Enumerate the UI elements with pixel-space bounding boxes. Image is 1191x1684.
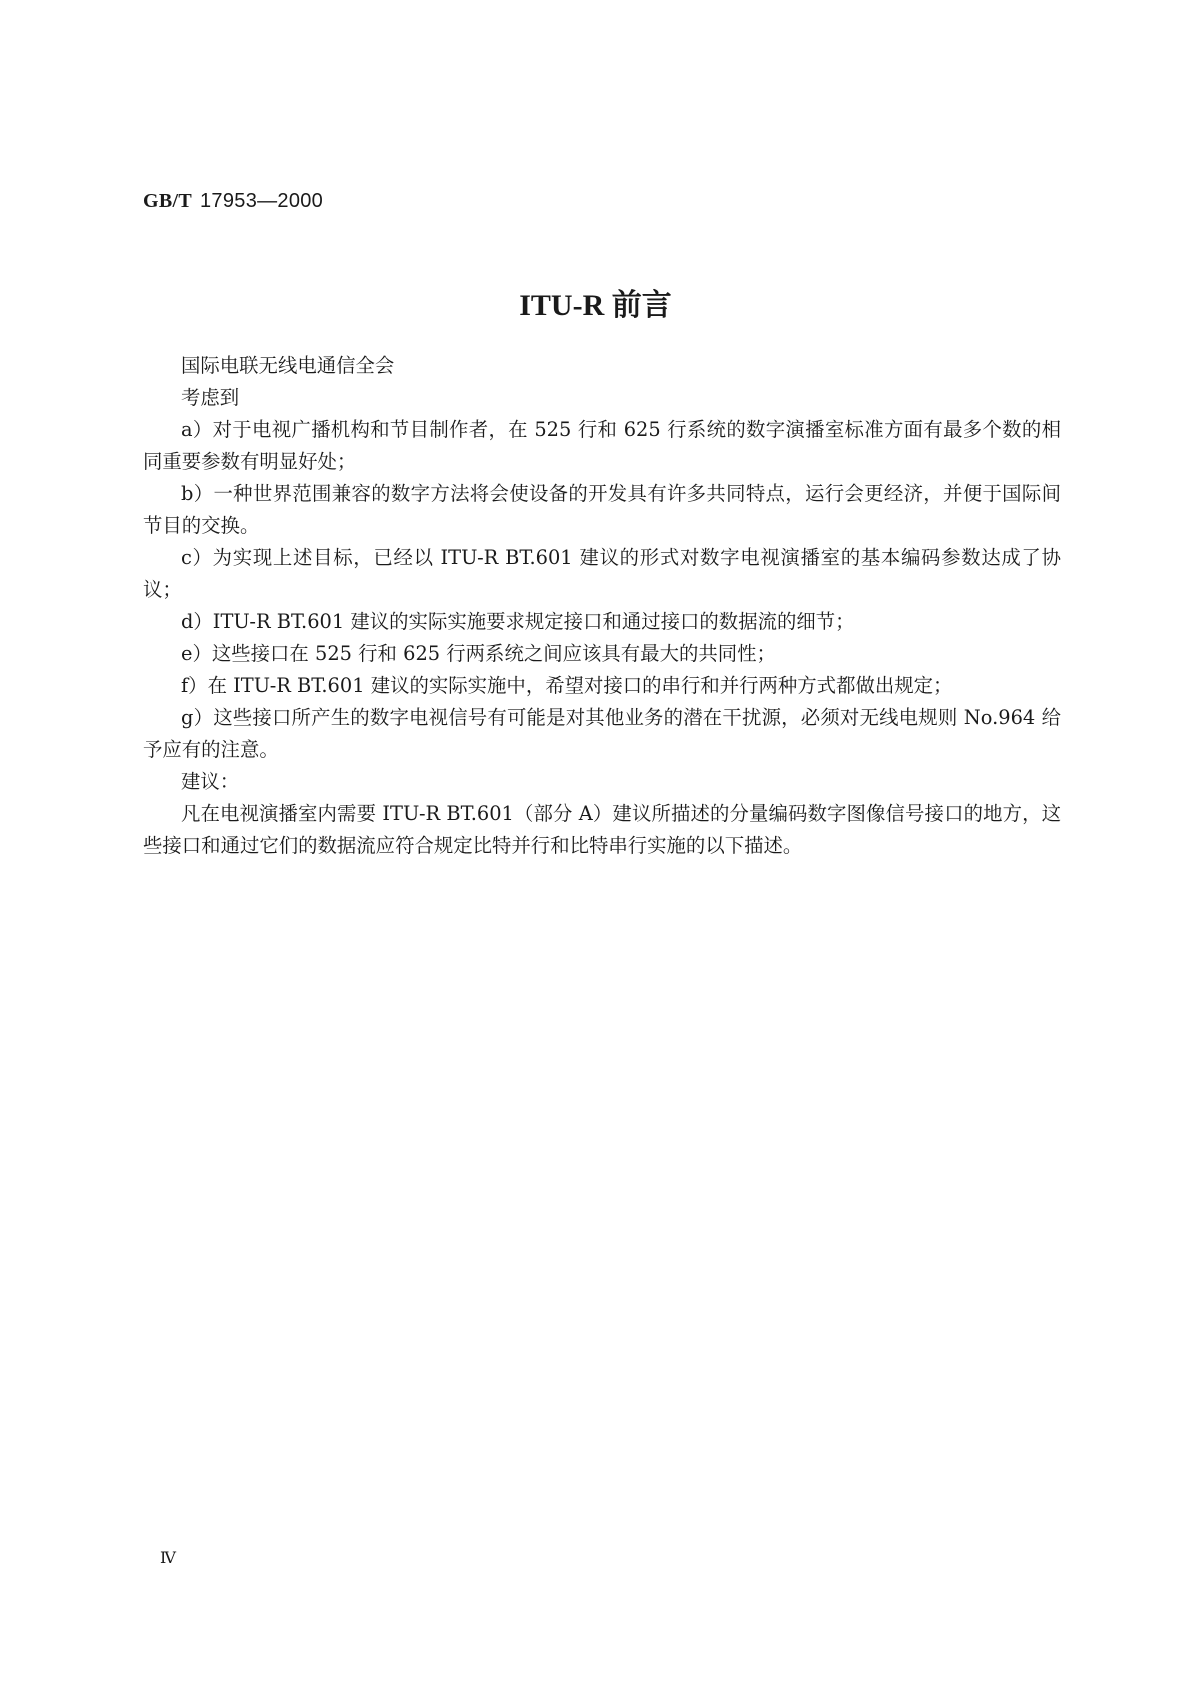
standard-code: 17953—2000	[200, 190, 324, 212]
paragraph-d: d）ITU-R BT.601 建议的实际实施要求规定接口和通过接口的数据流的细节；	[181, 610, 855, 633]
paragraph-b: b）一种世界范围兼容的数字方法将会使设备的开发具有许多共同特点，运行会更经济，并便于国际间节目的交换。	[143, 482, 1061, 537]
paragraph-c: c）为实现上述目标，已经以 ITU-R BT.601 建议的形式对数字电视演播室的基本编码参数达成了协议；	[143, 546, 1061, 601]
paragraph-recommends: 建议：	[181, 770, 240, 793]
paragraph-e: e）这些接口在 525 行和 625 行两系统之间应该具有最大的共同性；	[181, 642, 776, 665]
paragraph-recommendation-text: 凡在电视演播室内需要 ITU-R BT.601（部分 A）建议所描述的分量编码数字图像信号接口的地方，这些接口和通过它们的数据流应符合规定比特并行和比特串行实施的以下描述。	[143, 802, 1061, 857]
paragraph-a: a）对于电视广播机构和节目制作者，在 525 行和 625 行系统的数字演播室标准方面有最多个数的相同重要参数有明显好处；	[143, 418, 1061, 473]
paragraph-g: g）这些接口所产生的数字电视信号有可能是对其他业务的潜在干扰源，必须对无线电规则 No.964 给予应有的注意。	[143, 706, 1061, 761]
paragraph-considering: 考虑到	[181, 386, 240, 409]
page-number: Ⅳ	[160, 1550, 176, 1567]
body-text	[143, 350, 1061, 862]
standard-prefix: GB/T	[143, 190, 192, 212]
paragraph-f: f）在 ITU-R BT.601 建议的实际实施中，希望对接口的串行和并行两种方式都做出规定；	[181, 674, 953, 697]
standard-number	[143, 188, 323, 213]
paragraph-assembly: 国际电联无线电通信全会	[181, 354, 395, 377]
page-title: ITU-R 前言	[519, 289, 672, 322]
